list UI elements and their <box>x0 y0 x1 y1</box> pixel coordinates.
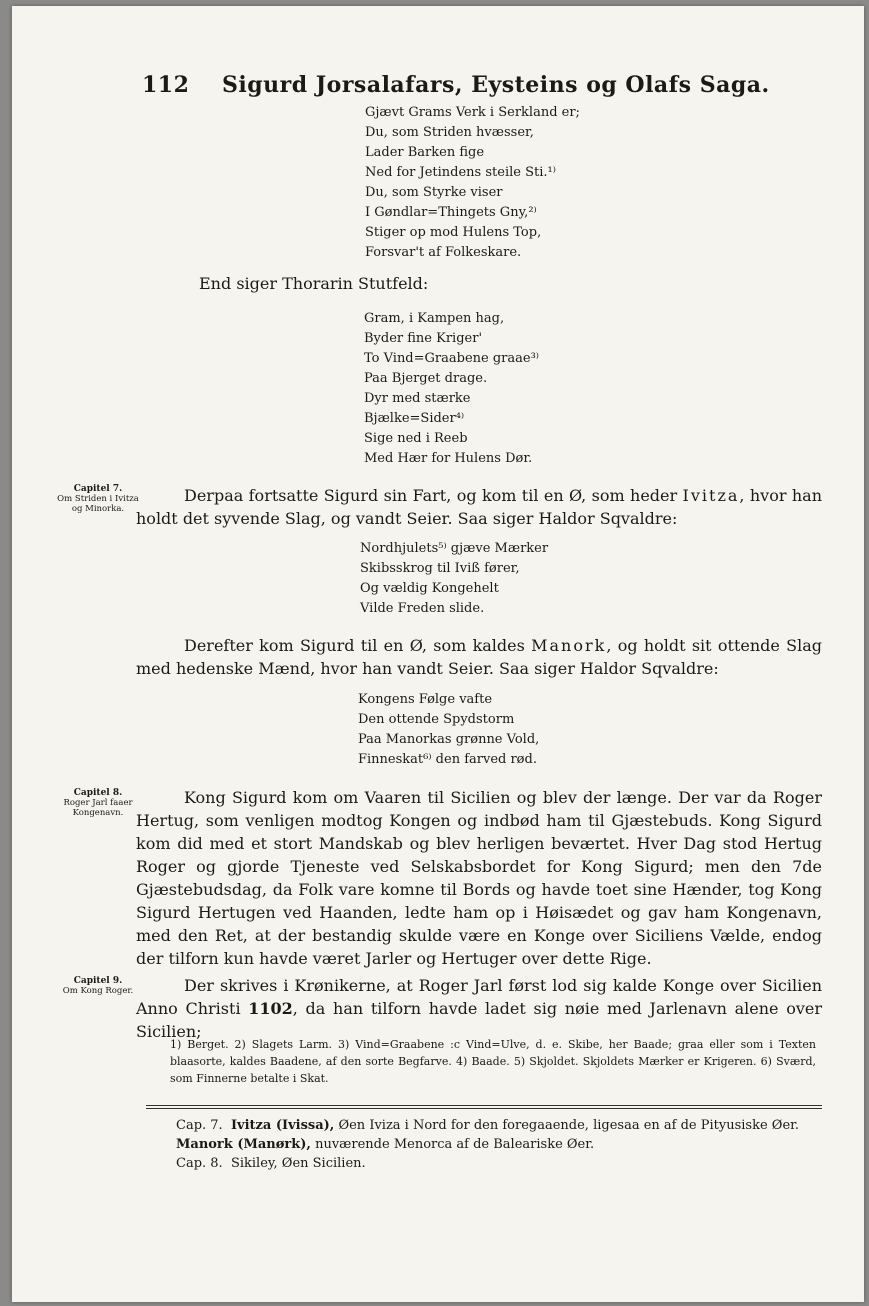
verse-intro: End siger Thorarin Stutfeld: <box>199 274 429 293</box>
verse-line: Skibsskrog til Iviß fører, <box>360 561 520 576</box>
paragraph-text: Der skrives i Krønikerne, at Roger Jarl først lod sig kalde Konge over Sicilien Anno Christi <box>136 976 822 1018</box>
paragraph-chapter-7 <box>136 484 822 530</box>
margin-note-chapter-7 <box>52 484 144 514</box>
verse-line: Du, som Styrke viser <box>365 185 503 200</box>
glossary-text: nuværende Menorca af de Baleariske Øer. <box>310 1137 595 1152</box>
glossary <box>146 1116 822 1173</box>
verse-line: Finneskat⁶⁾ den farved rød. <box>358 752 537 767</box>
verse-line: Paa Manorkas grønne Vold, <box>358 732 540 747</box>
verse-line: Ned for Jetindens steile Sti.¹⁾ <box>365 165 556 180</box>
year: 1102 <box>248 999 293 1018</box>
chapter-label: Capitel 7. <box>73 484 123 494</box>
page-title: Sigurd Jorsalafars, Eysteins og Olafs Saga. <box>222 72 770 98</box>
verse-line: Og vældig Kongehelt <box>360 581 499 596</box>
chapter-summary: Om Kong Roger. <box>62 986 134 996</box>
glossary-label: Cap. 8. <box>176 1156 223 1171</box>
verse-block-4 <box>358 690 539 770</box>
verse-line: Med Hær for Hulens Dør. <box>364 451 533 466</box>
margin-note-chapter-9 <box>52 976 144 996</box>
paragraph-text: , hvor han holdt det syvende Slag, og vandt Seier. Saa siger Haldor Sqvaldre: <box>136 486 823 528</box>
verse-line: To Vind=Graabene graae³⁾ <box>364 351 539 366</box>
verse-line: Kongens Følge vafte <box>358 692 493 707</box>
paragraph-text: , og holdt sit ottende Slag med hedenske Mænd, hvor han vandt Seier. Saa siger Haldor Sqvaldre: <box>136 636 823 678</box>
paragraph-manork <box>136 634 822 680</box>
verse-line: Forsvar't af Folkeskare. <box>365 245 522 260</box>
glossary-text: Øen Iviza i Nord for den foregaaende, ligesaa en af de Pityusiske Øer. <box>334 1118 800 1133</box>
glossary-text: Øen Sicilien. <box>277 1156 366 1171</box>
verse-line: Du, som Striden hvæsser, <box>365 125 534 140</box>
paragraph-text: Derefter kom Sigurd til en Ø, som kaldes <box>184 636 532 655</box>
paragraph-chapter-9 <box>136 974 822 1043</box>
glossary-entry <box>146 1154 822 1173</box>
paragraph-text: , da han tilforn havde ladet sig nøie med Jarlenavn alene over Sicilien; <box>136 999 822 1041</box>
glossary-term: Sikiley, <box>230 1156 278 1171</box>
verse-line: Gjævt Grams Verk i Serkland er; <box>365 105 580 120</box>
paragraph-text: Derpaa fortsatte Sigurd sin Fart, og kom til en Ø, som heder <box>184 486 683 505</box>
verse-line: Gram, i Kampen hag, <box>364 311 505 326</box>
verse-line: Byder fine Kriger' <box>364 331 483 346</box>
footnotes: 1) Berget. 2) Slagets Larm. 3) Vind=Graabene :c Vind=Ulve, d. e. Skibe, her Baade; graa eller som i Texten blaasorte, kaldes Baadene, af den sorte Begfarve. 4) Baade. 5) Skjoldet. Skjoldets Mærker er Krigeren. 6) Sværd, som Finnerne betalte i Skat. <box>170 1038 816 1085</box>
chapter-label: Capitel 8. <box>73 788 123 798</box>
verse-line: Dyr med stærke <box>364 391 471 406</box>
margin-note-chapter-8 <box>52 788 144 818</box>
verse-line: Den ottende Spydstorm <box>358 712 515 727</box>
glossary-term: Manork (Manørk), <box>176 1137 311 1152</box>
chapter-label: Capitel 9. <box>73 976 123 986</box>
verse-line: Stiger op mod Hulens Top, <box>365 225 542 240</box>
page-header <box>142 72 782 98</box>
glossary-label: Cap. 7. <box>176 1118 223 1133</box>
verse-line: Lader Barken fige <box>365 145 485 160</box>
divider <box>146 1105 822 1106</box>
chapter-summary: Om Striden i Ivitza og Minorka. <box>57 494 139 514</box>
glossary-term: Ivitza (Ivissa), <box>230 1118 335 1133</box>
verse-line: Nordhjulets⁵⁾ gjæve Mærker <box>360 541 549 556</box>
verse-line: Paa Bjerget drage. <box>364 371 488 386</box>
verse-line: I Gøndlar=Thingets Gny,²⁾ <box>365 205 537 220</box>
glossary-entry <box>146 1135 822 1154</box>
place-name: Manork <box>531 636 607 655</box>
verse-block-3 <box>360 539 548 619</box>
verse-line: Sige ned i Reeb <box>364 431 468 446</box>
place-name: Ivitza <box>682 486 740 505</box>
divider <box>146 1108 822 1109</box>
glossary-entry <box>146 1116 822 1135</box>
page-number: 112 <box>142 72 190 98</box>
chapter-summary: Roger Jarl faaer Kongenavn. <box>63 798 133 818</box>
page <box>12 6 864 1302</box>
paragraph-chapter-8: Kong Sigurd kom om Vaaren til Sicilien og blev der længe. Der var da Roger Hertug, som venligen modtog Kongen og indbød ham til Gjæstebuds. Kong Sigurd kom did med et stort Mandskab og blev herligen beværtet. Hver Dag stod Hertug Roger og gjorde Tjeneste ved Selskabsbordet for Kong Sigurd; men den 7de Gjæstebudsdag, da Folk vare komne til Bords og havde toet sine Hænder, tog Kong Sigurd Hertugen ved Haanden, ledte ham op i Høisædet og gav ham Kongenavn, med den Ret, at der bestandig skulde være en Konge over Siciliens Vælde, endog der tilforn kun havde været Jarler og Hertuger over dette Rige. <box>136 788 822 968</box>
verse-line: Bjælke=Sider⁴⁾ <box>364 411 465 426</box>
verse-block-2 <box>364 309 539 469</box>
verse-line: Vilde Freden slide. <box>360 601 485 616</box>
verse-block-1 <box>365 103 580 263</box>
